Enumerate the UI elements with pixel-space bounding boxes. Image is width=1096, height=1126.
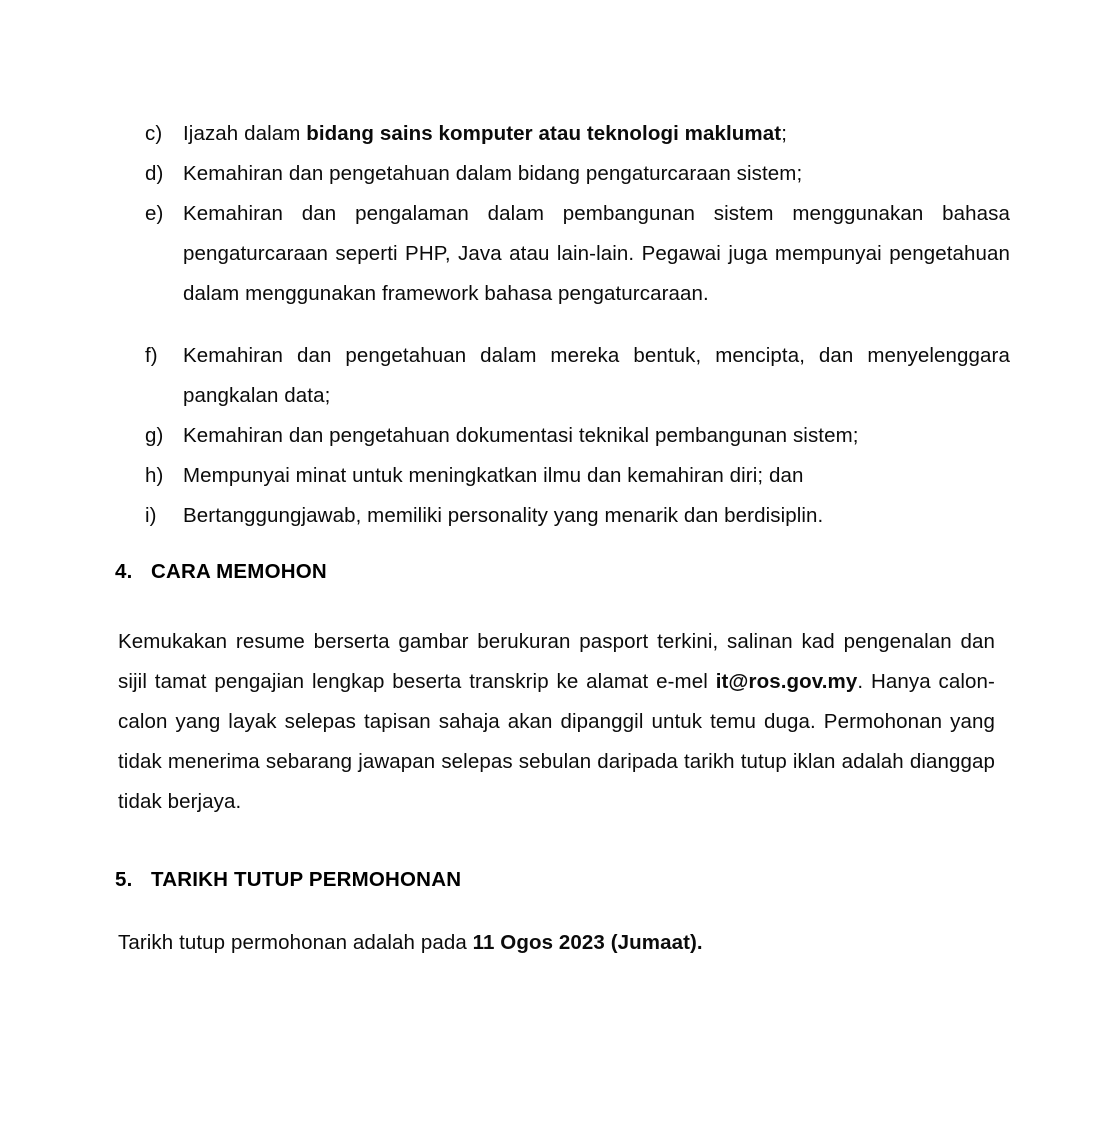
- section-4-number: 4.: [115, 560, 133, 583]
- list-item-text: Kemahiran dan pengetahuan dalam mereka bentuk, mencipta, dan menyelenggara pangkalan data;: [183, 344, 1010, 407]
- section-5-paragraph-part1: Tarikh tutup permohonan adalah pada: [118, 931, 473, 954]
- section-4-title: CARA MEMOHON: [151, 560, 327, 583]
- list-item-marker: d): [145, 162, 164, 185]
- application-email: it@ros.gov.my: [715, 670, 858, 693]
- section-5-number: 5.: [115, 868, 133, 891]
- list-item-text-plain: Ijazah dalam: [183, 122, 307, 145]
- section-4-paragraph-part2: . Hanya calon-calon yang layak selepas tapisan sahaja akan dipanggil untuk temu duga. Permohonan yang tidak menerima sebarang jawapan selepas sebulan daripada tarikh tutup iklan adalah dianggap tidak berjaya.: [118, 670, 995, 813]
- list-item-marker: e): [145, 202, 164, 225]
- list-item-marker: f): [145, 344, 158, 367]
- list-item-text-bold: bidang sains komputer atau teknologi maklumat: [306, 122, 782, 145]
- list-item-text: Kemahiran dan pengalaman dalam pembangunan sistem menggunakan bahasa pengaturcaraan seperti PHP, Java atau lain-lain. Pegawai juga mempunyai pengetahuan dalam menggunakan framework bahasa pengaturcaraan.: [183, 202, 1010, 305]
- list-item: [145, 154, 1010, 194]
- list-item-marker: i): [145, 504, 157, 527]
- closing-date: 11 Ogos 2023 (Jumaat).: [472, 931, 703, 954]
- section-4-paragraph-part1: Kemukakan resume berserta gambar berukuran pasport terkini, salinan kad pengenalan dan sijil tamat pengajian lengkap beserta transkrip ke alamat e-mel: [118, 630, 995, 693]
- list-item: [145, 416, 1010, 456]
- section-5-heading: [115, 868, 461, 892]
- list-item-marker: g): [145, 424, 164, 447]
- list-item-text: Kemahiran dan pengetahuan dokumentasi teknikal pembangunan sistem;: [183, 424, 859, 447]
- list-item: [145, 496, 1010, 536]
- list-item: [145, 114, 1010, 154]
- requirements-list: [145, 114, 1010, 536]
- list-item-text: Mempunyai minat untuk meningkatkan ilmu dan kemahiran diri; dan: [183, 464, 804, 487]
- list-item-marker: h): [145, 464, 164, 487]
- section-4-heading: [115, 560, 327, 584]
- list-item-text: Kemahiran dan pengetahuan dalam bidang pengaturcaraan sistem;: [183, 162, 803, 185]
- section-5-paragraph: [118, 923, 995, 963]
- section-5-title: TARIKH TUTUP PERMOHONAN: [151, 868, 462, 891]
- section-4-paragraph: [118, 622, 995, 822]
- list-item: [145, 194, 1010, 314]
- list-item-text: Bertanggungjawab, memiliki personality yang menarik dan berdisiplin.: [183, 504, 824, 527]
- list-item-text: [183, 114, 1010, 154]
- list-item-marker: c): [145, 122, 163, 145]
- list-item: [145, 456, 1010, 496]
- list-item: [145, 336, 1010, 416]
- list-item-text-tail: ;: [781, 122, 787, 145]
